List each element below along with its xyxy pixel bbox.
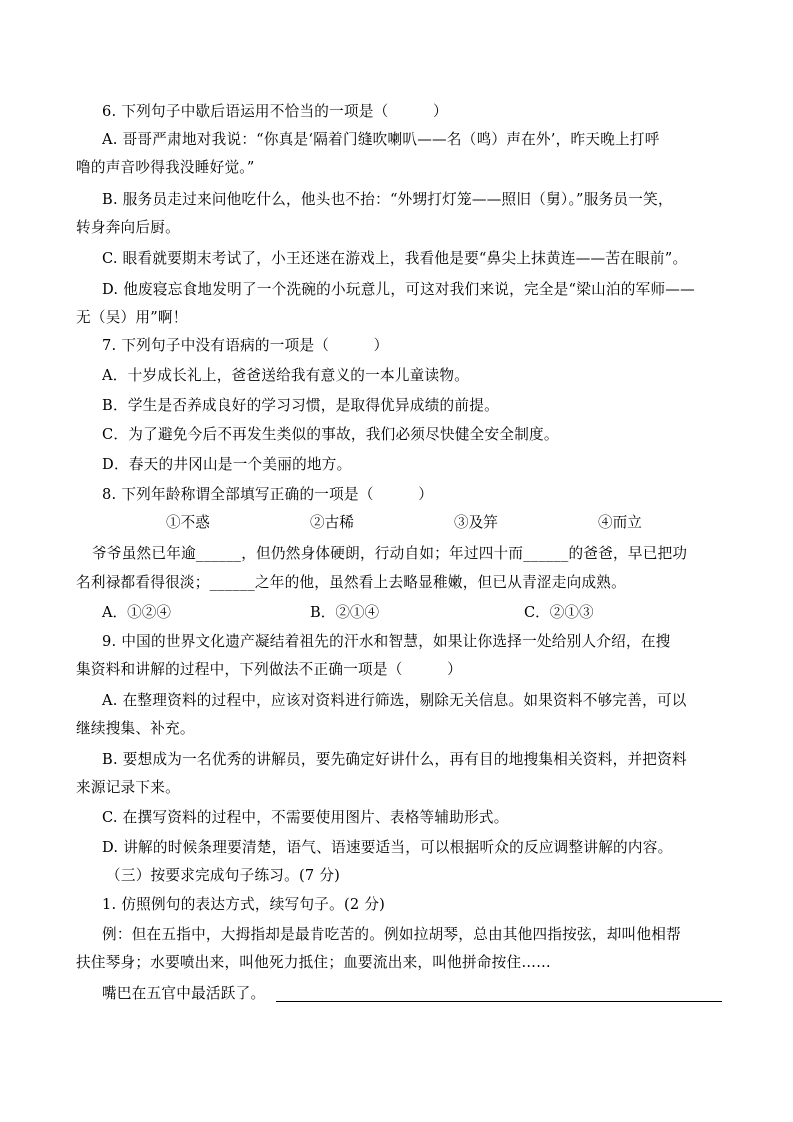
q9-stem-line1: 9. 中国的世界文化遗产凝结着祖先的汗水和智慧，如果让你选择一处给别人介绍，在搜 xyxy=(102,633,671,650)
q6-stem: 6. 下列句子中歇后语运用不恰当的一项是（ ） xyxy=(102,103,448,120)
q7-option-b: B．学生是否养成良好的学习习惯，是取得优异成绩的前提。 xyxy=(102,397,499,414)
section3-q1: 1. 仿照例句的表达方式，续写句子。(2 分) xyxy=(102,896,386,913)
q8-choice-3: ③及笄 xyxy=(454,514,498,531)
section3-prompt: 嘴巴在五官中最活跃了。 xyxy=(102,985,266,1002)
q8-option-c: C．②①③ xyxy=(524,604,594,621)
q8-option-b: B．②①④ xyxy=(310,604,380,621)
q8-stem: 8. 下列年龄称谓全部填写正确的一项是（ ） xyxy=(102,486,434,503)
q8-choice-1: ①不惑 xyxy=(166,514,210,531)
q6-option-c: C. 眼看就要期末考试了，小王还迷在游戏上，我看他是要“鼻尖上抹黄连——苦在眼前”。 xyxy=(102,250,688,267)
q8-choice-2: ②古稀 xyxy=(310,514,354,531)
q9-option-a-line1: A. 在整理资料的过程中，应该对资料进行筛选，剔除无关信息。如果资料不够完善，可以 xyxy=(102,692,687,709)
q7-option-a: A．十岁成长礼上，爸爸送给我有意义的一本儿童读物。 xyxy=(102,367,470,384)
q7-stem: 7. 下列句子中没有语病的一项是（ ） xyxy=(102,337,389,354)
q9-option-a-line2: 继续搜集、补充。 xyxy=(76,720,195,737)
q8-option-a: A．①②④ xyxy=(102,604,171,621)
q8-passage-line1: 爷爷虽然已年逾______，但仍然身体硬朗，行动自如；年过四十而______的爸爸，早已把功 xyxy=(92,545,688,562)
q6-option-b-line1: B. 服务员走过来问他吃什么，他头也不抬：“外甥打灯笼——照旧（舅）。”服务员一笑， xyxy=(102,191,673,208)
section3-example-line1: 例：但在五指中，大拇指却是最肯吃苦的。例如拉胡琴，总由其他四指按弦，却叫他相帮 xyxy=(102,926,681,943)
q6-option-d-line2: 无（吴）用”啊！ xyxy=(76,309,188,326)
section3-example-line2: 扶住琴身；水要喷出来，叫他死力抵住；血要流出来，叫他拼命按住…… xyxy=(76,954,552,971)
q7-option-d: D．春天的井冈山是一个美丽的地方。 xyxy=(102,456,352,473)
section3-title: （三）按要求完成句子练习。(7 分) xyxy=(106,867,341,884)
q9-option-b-line1: B. 要想成为一名优秀的讲解员，要先确定好讲什么，再有目的地搜集相关资料，并把资料 xyxy=(102,751,687,768)
q8-passage-line2: 名利禄都看得很淡；______之年的他，虽然看上去略显稚嫩，但已从青涩走向成熟。 xyxy=(76,574,626,591)
q6-option-a-line1: A. 哥哥严肃地对我说：“你真是‘隔着门缝吹喇叭——名（鸣）声在外’，昨天晚上打呼 xyxy=(102,131,660,148)
q7-option-c: C．为了避免今后不再发生类似的事故，我们必须尽快健全安全制度。 xyxy=(102,426,559,443)
q8-option-row xyxy=(0,603,793,623)
q6-option-d-line1: D. 他废寝忘食地发明了一个洗碗的小玩意儿，可这对我们来说，完全是“梁山泊的军师—— xyxy=(102,281,695,298)
q6-option-b-line2: 转身奔向后厨。 xyxy=(76,219,180,236)
q9-option-b-line2: 来源记录下来。 xyxy=(76,779,180,796)
q8-choice-4: ④而立 xyxy=(598,514,642,531)
q6-option-a-line2: 噜的声音吵得我没睡好觉。” xyxy=(76,159,255,176)
answer-blank-line[interactable] xyxy=(276,1000,722,1002)
q9-stem-line2: 集资料和讲解的过程中，下列做法不正确一项是（ ） xyxy=(76,661,462,678)
q9-option-d: D. 讲解的时候条理要清楚，语气、语速要适当，可以根据听众的反应调整讲解的内容。 xyxy=(102,839,673,856)
q9-option-c: C. 在撰写资料的过程中，不需要使用图片、表格等辅助形式。 xyxy=(102,809,509,826)
q8-choice-row xyxy=(0,513,793,533)
